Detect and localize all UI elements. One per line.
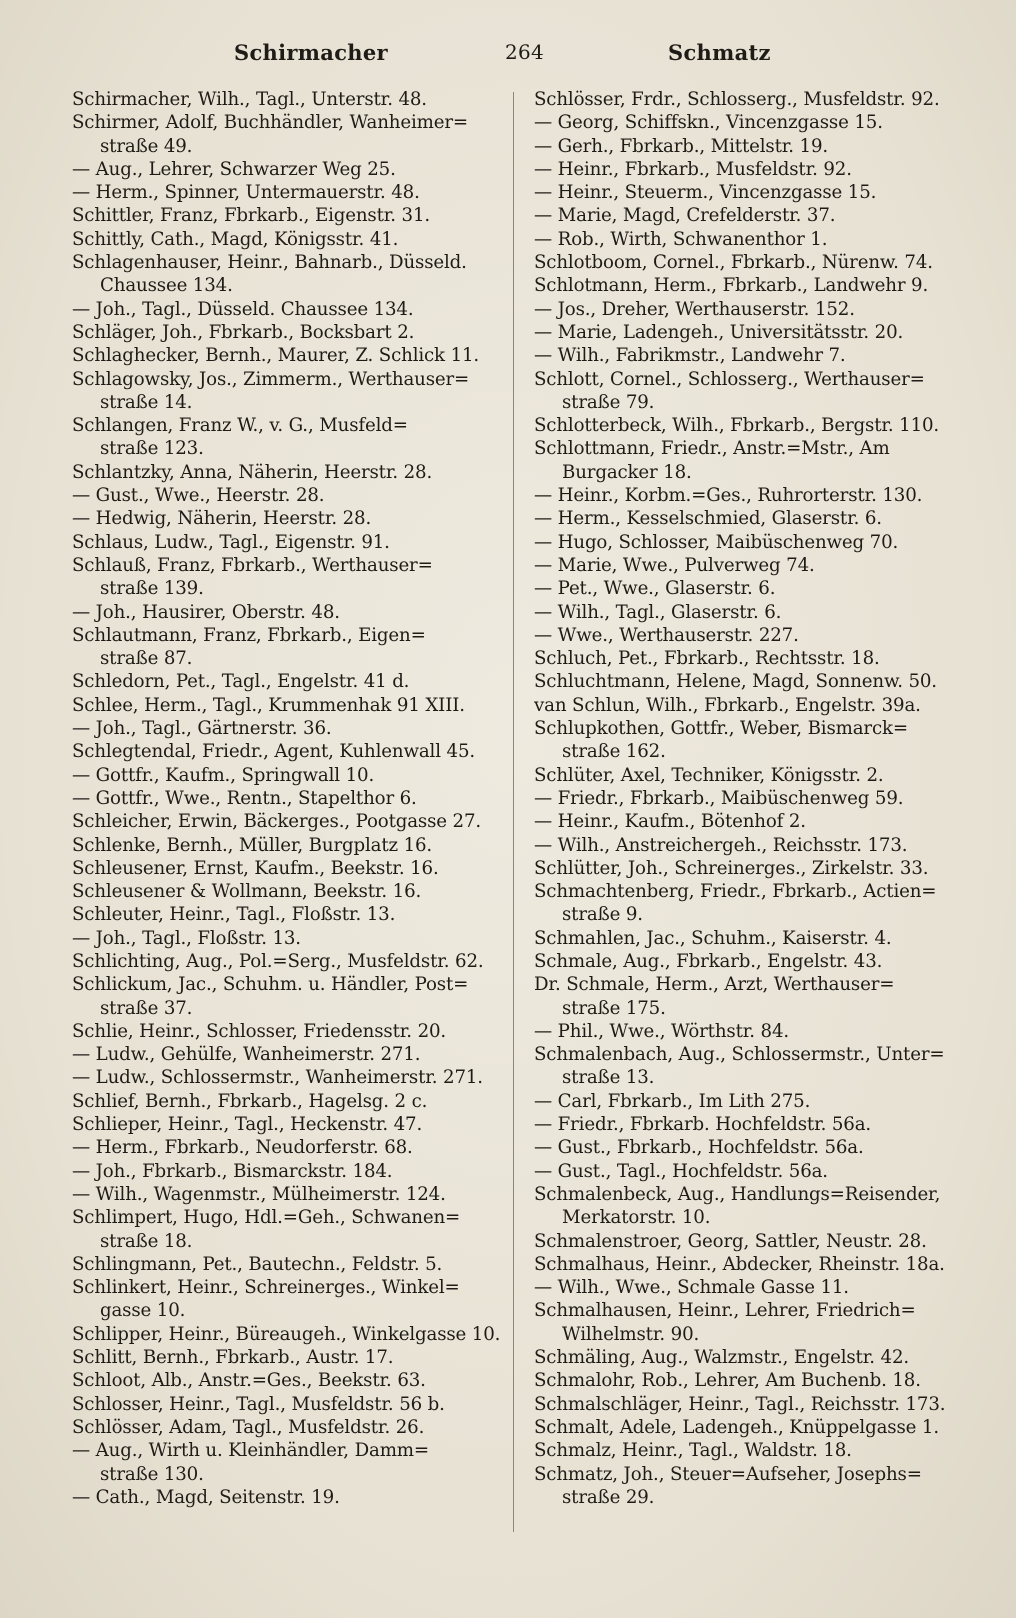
directory-entry-line: — Gottfr., Kaufm., Springwall 10. xyxy=(72,764,375,786)
directory-entry-line: Schlotmann, Herm., Fbrkarb., Landwehr 9. xyxy=(534,275,929,297)
directory-entry-line: Schmatz, Joh., Steuer=Aufseher, Josephs= xyxy=(534,1463,922,1485)
directory-entry-line: Schlangen, Franz W., v. G., Musfeld= xyxy=(72,415,408,437)
directory-entry-line: Schlüter, Axel, Techniker, Königsstr. 2. xyxy=(534,764,884,786)
directory-entry-line: straße 175. xyxy=(562,997,666,1019)
directory-entry-line: Schlauß, Franz, Fbrkarb., Werthauser= xyxy=(72,554,433,576)
directory-entry-line: Schlotterbeck, Wilh., Fbrkarb., Bergstr. 110. xyxy=(534,415,940,437)
directory-entry-line: Schlegtendal, Friedr., Agent, Kuhlenwall 45. xyxy=(72,741,475,763)
directory-entry-line: straße 162. xyxy=(562,741,666,763)
directory-entry-line: — Ludw., Schlossermstr., Wanheimerstr. 271. xyxy=(72,1067,483,1089)
directory-entry-line: Schluch, Pet., Fbrkarb., Rechtsstr. 18. xyxy=(534,648,880,670)
column-divider xyxy=(513,92,514,1532)
directory-entry-line: — Wilh., Anstreichergeh., Reichsstr. 173. xyxy=(534,834,908,856)
directory-entry-line: — Friedr., Fbrkarb., Maibüschenweg 59. xyxy=(534,787,904,809)
directory-entry-line: — Gerh., Fbrkarb., Mittelstr. 19. xyxy=(534,135,829,157)
directory-entry-line: — Cath., Magd, Seitenstr. 19. xyxy=(72,1486,340,1508)
directory-entry-line: — Friedr., Fbrkarb. Hochfeldstr. 56a. xyxy=(534,1114,872,1136)
directory-entry-line: Dr. Schmale, Herm., Arzt, Werthauser= xyxy=(534,974,895,996)
directory-entry-line: straße 29. xyxy=(562,1486,655,1508)
directory-entry-line: — Phil., Wwe., Wörthstr. 84. xyxy=(534,1020,790,1042)
right-column xyxy=(534,88,970,1509)
directory-entry-line: Wilhelmstr. 90. xyxy=(562,1323,700,1345)
directory-entry-line: — Marie, Ladengeh., Universitätsstr. 20. xyxy=(534,321,904,343)
directory-entry-line: Schirmer, Adolf, Buchhändler, Wanheimer= xyxy=(72,112,468,134)
directory-entry-line: Schlagenhauser, Heinr., Bahnarb., Düsseld. xyxy=(72,252,467,274)
directory-entry-line: Schmalhausen, Heinr., Lehrer, Friedrich= xyxy=(534,1300,916,1322)
directory-entry-line: Schleicher, Erwin, Bäckerges., Pootgasse 27. xyxy=(72,811,481,833)
directory-entry-line: — Gottfr., Wwe., Rentn., Stapelthor 6. xyxy=(72,787,417,809)
directory-entry-line: — Herm., Fbrkarb., Neudorferstr. 68. xyxy=(72,1137,413,1159)
directory-entry-line: straße 139. xyxy=(100,578,204,600)
directory-entry-line: — Joh., Tagl., Floßstr. 13. xyxy=(72,927,301,949)
directory-entry-line: straße 49. xyxy=(100,135,193,157)
directory-entry-line: Schlupkothen, Gottfr., Weber, Bismarck= xyxy=(534,718,908,740)
directory-entry-line: Schirmacher, Wilh., Tagl., Unterstr. 48. xyxy=(72,89,427,110)
directory-entry-line: Schlagowsky, Jos., Zimmerm., Werthauser= xyxy=(72,368,470,390)
directory-entry-line: Schlichting, Aug., Pol.=Serg., Musfeldstr. 62. xyxy=(72,950,484,972)
directory-entry-line: Schlipper, Heinr., Büreaugeh., Winkelgasse 10. xyxy=(72,1323,501,1345)
directory-entry-line: — Wwe., Werthauserstr. 227. xyxy=(534,624,799,646)
directory-entry-line: — Georg, Schiffskn., Vincenzgasse 15. xyxy=(534,112,883,134)
directory-entry-line: Schledorn, Pet., Tagl., Engelstr. 41 d. xyxy=(72,671,410,693)
directory-entry-line: Schlee, Herm., Tagl., Krummenhak 91 XIII. xyxy=(72,694,465,716)
directory-entry-line: — Carl, Fbrkarb., Im Lith 275. xyxy=(534,1090,811,1112)
directory-entry-line: — Hugo, Schlosser, Maibüschenweg 70. xyxy=(534,531,899,553)
directory-entry-line: Schmale, Aug., Fbrkarb., Engelstr. 43. xyxy=(534,950,883,972)
directory-entry-line: Schlottmann, Friedr., Anstr.=Mstr., Am xyxy=(534,438,890,460)
directory-entry-line: Schittler, Franz, Fbrkarb., Eigenstr. 31. xyxy=(72,205,431,227)
directory-entry-line: Schmäling, Aug., Walzmstr., Engelstr. 42. xyxy=(534,1347,910,1369)
directory-entry-line: straße 79. xyxy=(562,391,655,413)
running-head-left: Schirmacher xyxy=(234,40,388,65)
directory-entry-line: — Gust., Fbrkarb., Hochfeldstr. 56a. xyxy=(534,1137,864,1159)
directory-entry-line: straße 18. xyxy=(100,1230,193,1252)
directory-entry-line: Schluchtmann, Helene, Magd, Sonnenw. 50. xyxy=(534,671,937,693)
directory-entry-line: van Schlun, Wilh., Fbrkarb., Engelstr. 39a. xyxy=(534,694,921,716)
directory-entry-line: Schlösser, Frdr., Schlosserg., Musfeldstr. 92. xyxy=(534,89,940,110)
directory-entry-line: — Heinr., Kaufm., Bötenhof 2. xyxy=(534,811,806,833)
directory-entry-line: Schlotboom, Cornel., Fbrkarb., Nürenw. 74. xyxy=(534,252,933,274)
directory-entry-line: straße 130. xyxy=(100,1463,204,1485)
directory-entry-line: Schleusener & Wollmann, Beekstr. 16. xyxy=(72,881,422,903)
directory-entry-line: Schloot, Alb., Anstr.=Ges., Beekstr. 63. xyxy=(72,1370,426,1392)
directory-entry-line: Schmalenstroer, Georg, Sattler, Neustr. 28. xyxy=(534,1230,927,1252)
directory-entry-line: Schläger, Joh., Fbrkarb., Bocksbart 2. xyxy=(72,321,415,343)
running-head-right: Schmatz xyxy=(668,40,771,65)
directory-entry-line: Schlingmann, Pet., Bautechn., Feldstr. 5. xyxy=(72,1253,443,1275)
directory-entry-line: Schlenke, Bernh., Müller, Burgplatz 16. xyxy=(72,834,433,856)
directory-entry-line: Schlütter, Joh., Schreinerges., Zirkelstr. 33. xyxy=(534,857,929,879)
directory-entry-line: — Joh., Fbrkarb., Bismarckstr. 184. xyxy=(72,1160,393,1182)
left-column xyxy=(72,88,508,1509)
directory-entry-line: Schlantzky, Anna, Näherin, Heerstr. 28. xyxy=(72,461,433,483)
directory-entry-line: Schlimpert, Hugo, Hdl.=Geh., Schwanen= xyxy=(72,1207,461,1229)
directory-entry-line: Schlautmann, Franz, Fbrkarb., Eigen= xyxy=(72,624,426,646)
directory-entry-line: Schlaus, Ludw., Tagl., Eigenstr. 91. xyxy=(72,531,390,553)
directory-entry-line: Schlickum, Jac., Schuhm. u. Händler, Post= xyxy=(72,974,469,996)
directory-entry-line: Schmalhaus, Heinr., Abdecker, Rheinstr. 18a. xyxy=(534,1253,945,1275)
directory-entry-line: — Heinr., Fbrkarb., Musfeldstr. 92. xyxy=(534,158,852,180)
directory-entry-line: straße 87. xyxy=(100,648,193,670)
directory-entry-line: — Wilh., Fabrikmstr., Landwehr 7. xyxy=(534,345,846,367)
directory-entry-line: Chaussee 134. xyxy=(100,275,233,297)
directory-entry-line: — Gust., Tagl., Hochfeldstr. 56a. xyxy=(534,1160,828,1182)
directory-entry-line: straße 9. xyxy=(562,904,643,926)
directory-entry-line: Schleuter, Heinr., Tagl., Floßstr. 13. xyxy=(72,904,396,926)
directory-entry-line: Schmalohr, Rob., Lehrer, Am Buchenb. 18. xyxy=(534,1370,921,1392)
page-header xyxy=(72,40,964,76)
directory-entry-line: Schlinkert, Heinr., Schreinerges., Winkel= xyxy=(72,1277,460,1299)
directory-entry-line: — Rob., Wirth, Schwanenthor 1. xyxy=(534,228,828,250)
directory-entry-line: — Hedwig, Näherin, Heerstr. 28. xyxy=(72,508,372,530)
directory-entry-line: — Jos., Dreher, Werthauserstr. 152. xyxy=(534,298,855,320)
directory-entry-line: — Marie, Magd, Crefelderstr. 37. xyxy=(534,205,836,227)
directory-entry-line: Schmachtenberg, Friedr., Fbrkarb., Actien= xyxy=(534,881,937,903)
directory-entry-line: Schmalenbeck, Aug., Handlungs=Reisender, xyxy=(534,1183,941,1205)
directory-entry-line: — Pet., Wwe., Glaserstr. 6. xyxy=(534,578,776,600)
directory-entry-line: — Joh., Hausirer, Oberstr. 48. xyxy=(72,601,340,623)
directory-entry-line: gasse 10. xyxy=(100,1300,186,1322)
directory-entry-line: Schmalt, Adele, Ladengeh., Knüppelgasse 1. xyxy=(534,1416,939,1438)
directory-entry-line: Schmalenbach, Aug., Schlossermstr., Unter= xyxy=(534,1044,945,1066)
directory-entry-line: straße 14. xyxy=(100,391,193,413)
page-number: 264 xyxy=(505,40,545,64)
directory-entry-line: Schlief, Bernh., Fbrkarb., Hagelsg. 2 c. xyxy=(72,1090,428,1112)
directory-entry-line: — Joh., Tagl., Gärtnerstr. 36. xyxy=(72,718,332,740)
directory-entry-line: — Aug., Wirth u. Kleinhändler, Damm= xyxy=(72,1440,429,1462)
directory-entry-line: Schlie, Heinr., Schlosser, Friedensstr. 20. xyxy=(72,1020,447,1042)
directory-entry-line: — Marie, Wwe., Pulverweg 74. xyxy=(534,554,815,576)
directory-entry-line: Schlott, Cornel., Schlosserg., Werthauser= xyxy=(534,368,925,390)
directory-entry-line: — Aug., Lehrer, Schwarzer Weg 25. xyxy=(72,158,396,180)
directory-entry-line: straße 37. xyxy=(100,997,193,1019)
directory-entry-line: Schmahlen, Jac., Schuhm., Kaiserstr. 4. xyxy=(534,927,892,949)
directory-entry-line: straße 13. xyxy=(562,1067,655,1089)
directory-entry-line: — Wilh., Wwe., Schmale Gasse 11. xyxy=(534,1277,849,1299)
directory-entry-line: — Gust., Wwe., Heerstr. 28. xyxy=(72,485,325,507)
directory-entry-line: Schmalz, Heinr., Tagl., Waldstr. 18. xyxy=(534,1440,852,1462)
directory-entry-line: Schlieper, Heinr., Tagl., Heckenstr. 47. xyxy=(72,1114,423,1136)
directory-entry-line: — Wilh., Tagl., Glaserstr. 6. xyxy=(534,601,782,623)
directory-entry-line: Schmalschläger, Heinr., Tagl., Reichsstr. 173. xyxy=(534,1393,946,1415)
directory-entry-line: Schlaghecker, Bernh., Maurer, Z. Schlick 11. xyxy=(72,345,480,367)
directory-entry-line: — Heinr., Korbm.=Ges., Ruhrorterstr. 130. xyxy=(534,485,923,507)
directory-entry-line: Merkatorstr. 10. xyxy=(562,1207,711,1229)
directory-entry-line: Schlösser, Adam, Tagl., Musfeldstr. 26. xyxy=(72,1416,425,1438)
directory-entry-line: Schlosser, Heinr., Tagl., Musfeldstr. 56 b. xyxy=(72,1393,445,1415)
directory-entry-line: Schittly, Cath., Magd, Königsstr. 41. xyxy=(72,228,399,250)
directory-entry-line: — Joh., Tagl., Düsseld. Chaussee 134. xyxy=(72,298,414,320)
directory-entry-line: Schlitt, Bernh., Fbrkarb., Austr. 17. xyxy=(72,1347,394,1369)
directory-entry-line: Schleusener, Ernst, Kaufm., Beekstr. 16. xyxy=(72,857,439,879)
directory-entry-line: — Ludw., Gehülfe, Wanheimerstr. 271. xyxy=(72,1044,421,1066)
directory-entry-line: Burgacker 18. xyxy=(562,461,692,483)
directory-entry-line: straße 123. xyxy=(100,438,204,460)
directory-entry-line: — Heinr., Steuerm., Vincenzgasse 15. xyxy=(534,182,877,204)
directory-entry-line: — Wilh., Wagenmstr., Mülheimerstr. 124. xyxy=(72,1183,446,1205)
directory-entry-line: — Herm., Spinner, Untermauerstr. 48. xyxy=(72,182,420,204)
directory-entry-line: — Herm., Kesselschmied, Glaserstr. 6. xyxy=(534,508,882,530)
